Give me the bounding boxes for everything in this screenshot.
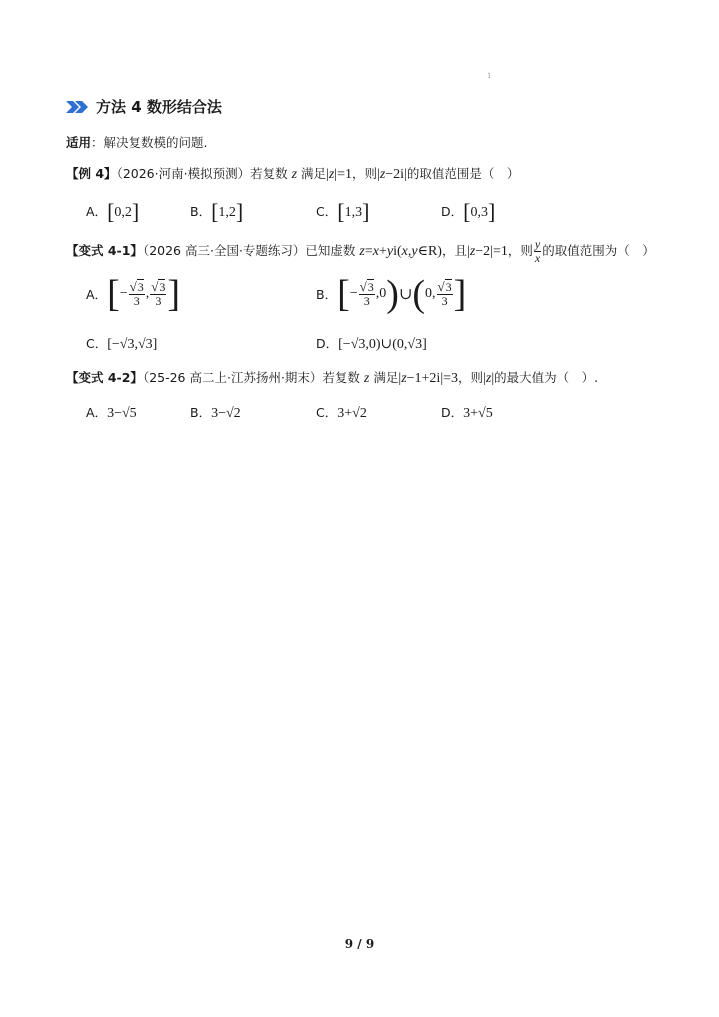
variant42-option-a[interactable]: A．3−√5 xyxy=(86,405,137,421)
variant42-tag: 【变式 4-2】 xyxy=(66,370,143,385)
variant42-option-b[interactable]: B．3−√2 xyxy=(190,405,241,421)
variant41-option-d[interactable]: D．[−√3,0)∪(0,√3] xyxy=(316,336,427,352)
section-title: 方法 4 数形结合法 xyxy=(96,98,222,116)
example4-option-b[interactable]: B．[1,2] xyxy=(190,199,244,224)
variant41-option-b[interactable]: B． [ − $\frac{√3}{3}$ ,0 ) ∪ ( 0, $\frac{√3}{3}$ ] xyxy=(316,273,467,315)
applicable-line xyxy=(66,133,208,151)
variant42-question: 【变式 4-2】（25-26 高二上·江苏扬州·期末）若复数 z 满足|z−1+2i|=3，则|z|的最大值为（ ）. xyxy=(66,370,599,386)
variant42-option-c[interactable]: C．3+√2 xyxy=(316,405,367,421)
example4-question: 【例 4】（2026·河南·模拟预测）若复数 z 满足|z|=1，则|z−2i|的取值范围是（ ） xyxy=(66,166,520,182)
section-heading xyxy=(66,96,222,117)
applicable-text: ：解决复数模的问题. xyxy=(91,135,208,150)
corner-mark: 1 xyxy=(487,72,492,80)
variant41-option-a[interactable]: A． [ − $\frac{√3}{3}$ , $\frac{√3}{3}$ ] xyxy=(86,273,181,315)
example4-tag: 【例 4】 xyxy=(66,166,117,181)
variant41-question: 【变式 4-1】（2026 高三·全国·专题练习）已知虚数 z=x+yi(x,y∈R)，且|z−2|=1，则 $\frac{y}{x}$ 的取值范围为（ ） xyxy=(66,237,655,265)
applicable-label: 适用 xyxy=(66,135,92,150)
double-chevron-icon xyxy=(66,100,90,114)
variant42-option-d[interactable]: D．3+√5 xyxy=(441,405,493,421)
page-number: 9 / 9 xyxy=(344,937,375,951)
example4-source: （2026·河南·模拟预测）若复数 xyxy=(116,166,288,181)
variant41-option-c[interactable]: C．[−√3,√3] xyxy=(86,336,158,352)
example4-option-c[interactable]: C．[1,3] xyxy=(316,199,370,224)
variant41-tag: 【变式 4-1】 xyxy=(66,243,143,258)
example4-option-a[interactable]: A．[0,2] xyxy=(86,199,140,224)
example4-option-d[interactable]: D．[0,3] xyxy=(441,199,496,224)
